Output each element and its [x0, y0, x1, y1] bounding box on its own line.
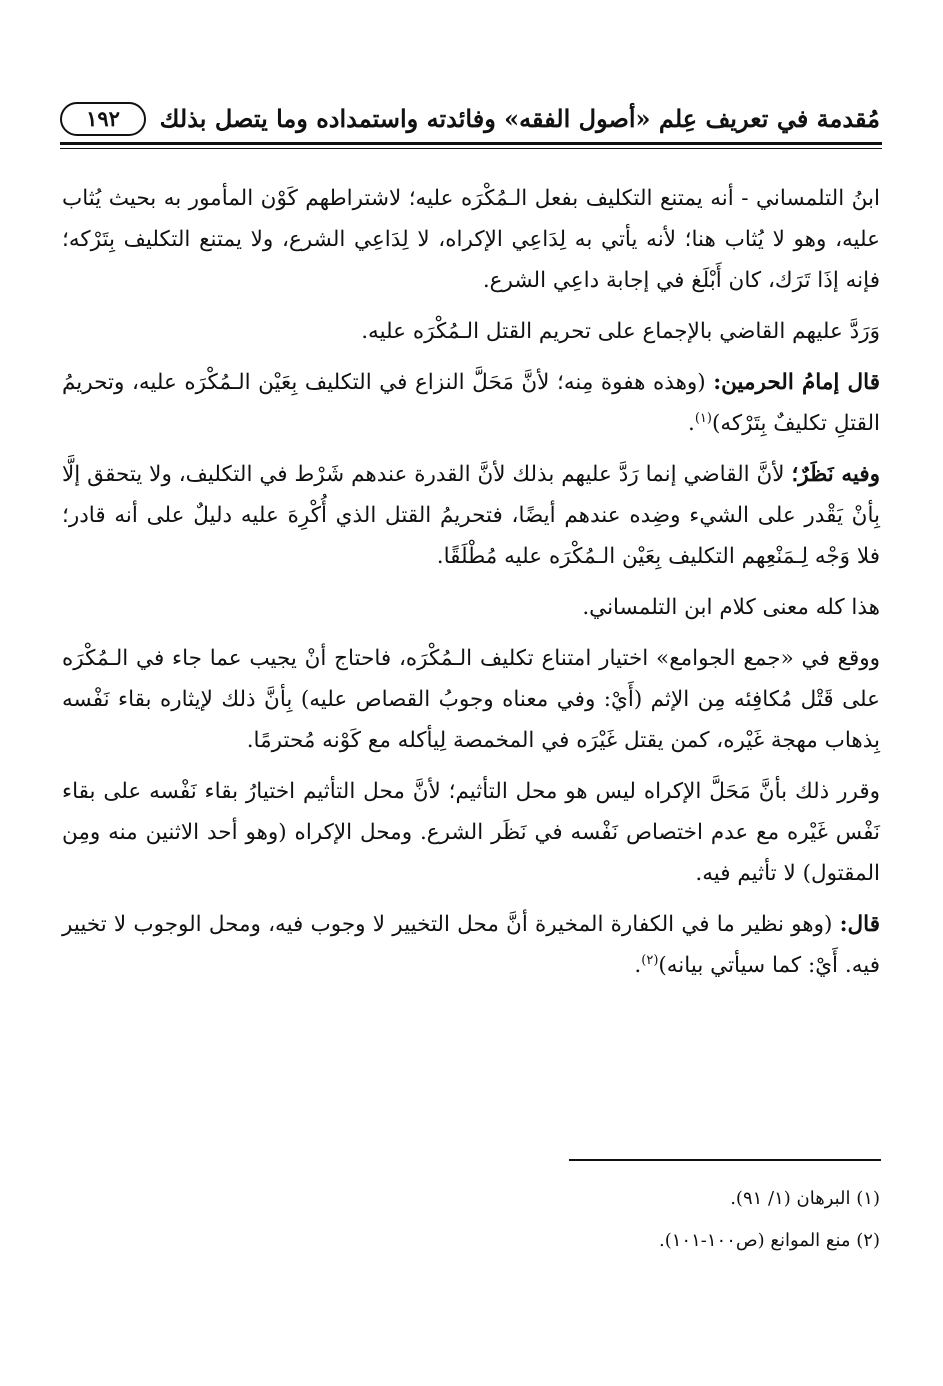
paragraph-6: [62, 638, 880, 761]
header-rule-thick: [60, 142, 882, 145]
footnote-ref-1[interactable]: (١): [694, 410, 712, 426]
paragraph-8-text: (وهو نظير ما في الكفارة المخيرة أنَّ محل التخيير لا وجوب فيه، ومحل الوجوب لا تخيير فيه. أَيْ: كما سيأتي بيانه): [62, 912, 880, 978]
paragraph-8: [62, 904, 880, 986]
running-title: مُقدمة في تعريف عِلم «أصول الفقه» وفائدته واستمداده وما يتصل بذلك: [159, 104, 880, 133]
paragraph-6-text: ووقع في «جمع الجوامع» اختيار امتناع تكليف الـمُكْرَه، فاحتاج أنْ يجيب عما جاء في الـمُكْرَه على قَتْل مُكافِئه مِن الإثم (أَيْ: وفي معناه وجوبُ القصاص عليه) بِأنَّ ذلك لإيثاره بقاء نَفْسه بِذهاب مهجة غَيْره، كمن يقتل غَيْرَه في المخمصة لِيأكله مع كَوْنه مُحترمًا.: [62, 646, 880, 753]
paragraph-4-lead: وفيه نَظَرٌ؛: [791, 462, 880, 487]
paragraph-5-text: هذا كله معنى كلام ابن التلمساني.: [582, 595, 880, 620]
paragraph-8-lead: قال:: [839, 912, 880, 937]
paragraph-1-text: ابنُ التلمساني - أنه يمتنع التكليف بفعل الـمُكْرَه عليه؛ لاشتراطهم كَوْن المأمور به بحيث يُثاب عليه، وهو لا يُثاب هنا؛ لأنه يأتي به لِدَاعِي الإكراه، لا لِدَاعِي الشرع، ولا يمتنع التكليف بِتَرْكه؛ فإنه إذَا تَرَك، كان أَبْلَغ في إجابة داعِي الشرع.: [62, 186, 880, 293]
paragraph-5: [62, 587, 880, 628]
paragraph-1: [62, 178, 880, 301]
paragraph-3-lead: قال إمامُ الحرمين:: [713, 370, 880, 395]
paragraph-7: [62, 771, 880, 894]
header-rule-thin: [60, 148, 882, 149]
paragraph-4-text: لأنَّ القاضي إنما رَدَّ عليهم بذلك لأنَّ القدرة عندهم شَرْط في التكليف، ولا يتحقق إلَّا بِأنْ يَقْدر على الشيء وضِده عندهم أيضًا، فتحريمُ القتل الذي أُكْرِهَ عليه دليلٌ على أنه قادر؛ فلا وَجْه لِـمَنْعِهم التكليف بِعَيْن الـمُكْرَه عليه مُطْلَقًا.: [62, 462, 880, 569]
footnote-2: (٢) منع الموانع (ص١٠٠-١٠١).: [659, 1230, 880, 1251]
footnote-1: (١) البرهان (١/ ٩١).: [730, 1188, 880, 1209]
paragraph-3: [62, 362, 880, 444]
paragraph-3-text: (وهذه هفوة مِنه؛ لأنَّ مَحَلَّ النزاع في التكليف بِعَيْن الـمُكْرَه عليه، وتحريمُ القتلِ تكليفٌ بِتَرْكه): [62, 370, 880, 436]
paragraph-2-text: وَرَدَّ عليهم القاضي بالإجماع على تحريم القتل الـمُكْرَه عليه.: [361, 319, 880, 344]
paragraph-2: [62, 311, 880, 352]
paragraph-8-end: .: [634, 953, 642, 978]
footnote-separator: [569, 1159, 881, 1161]
footnote-ref-2[interactable]: (٢): [641, 952, 659, 968]
footnotes: [62, 1186, 880, 1270]
paragraph-4: [62, 454, 880, 577]
paragraph-3-end: .: [687, 411, 695, 436]
body-text: [62, 178, 880, 996]
paragraph-7-text: وقرر ذلك بأنَّ مَحَلَّ الإكراه ليس هو محل التأثيم؛ لأنَّ محل التأثيم اختيارُ بقاء نَفْسه على بقاء نَفْس غَيْره مع عدم اختصاص نَفْسه في نَظَر الشرع. ومحل الإكراه (وهو أحد الاثنين منه ومِن المقتول) لا تأثيم فيه.: [62, 779, 880, 886]
page-header: [60, 96, 880, 144]
page-number: ١٩٢: [60, 102, 146, 136]
